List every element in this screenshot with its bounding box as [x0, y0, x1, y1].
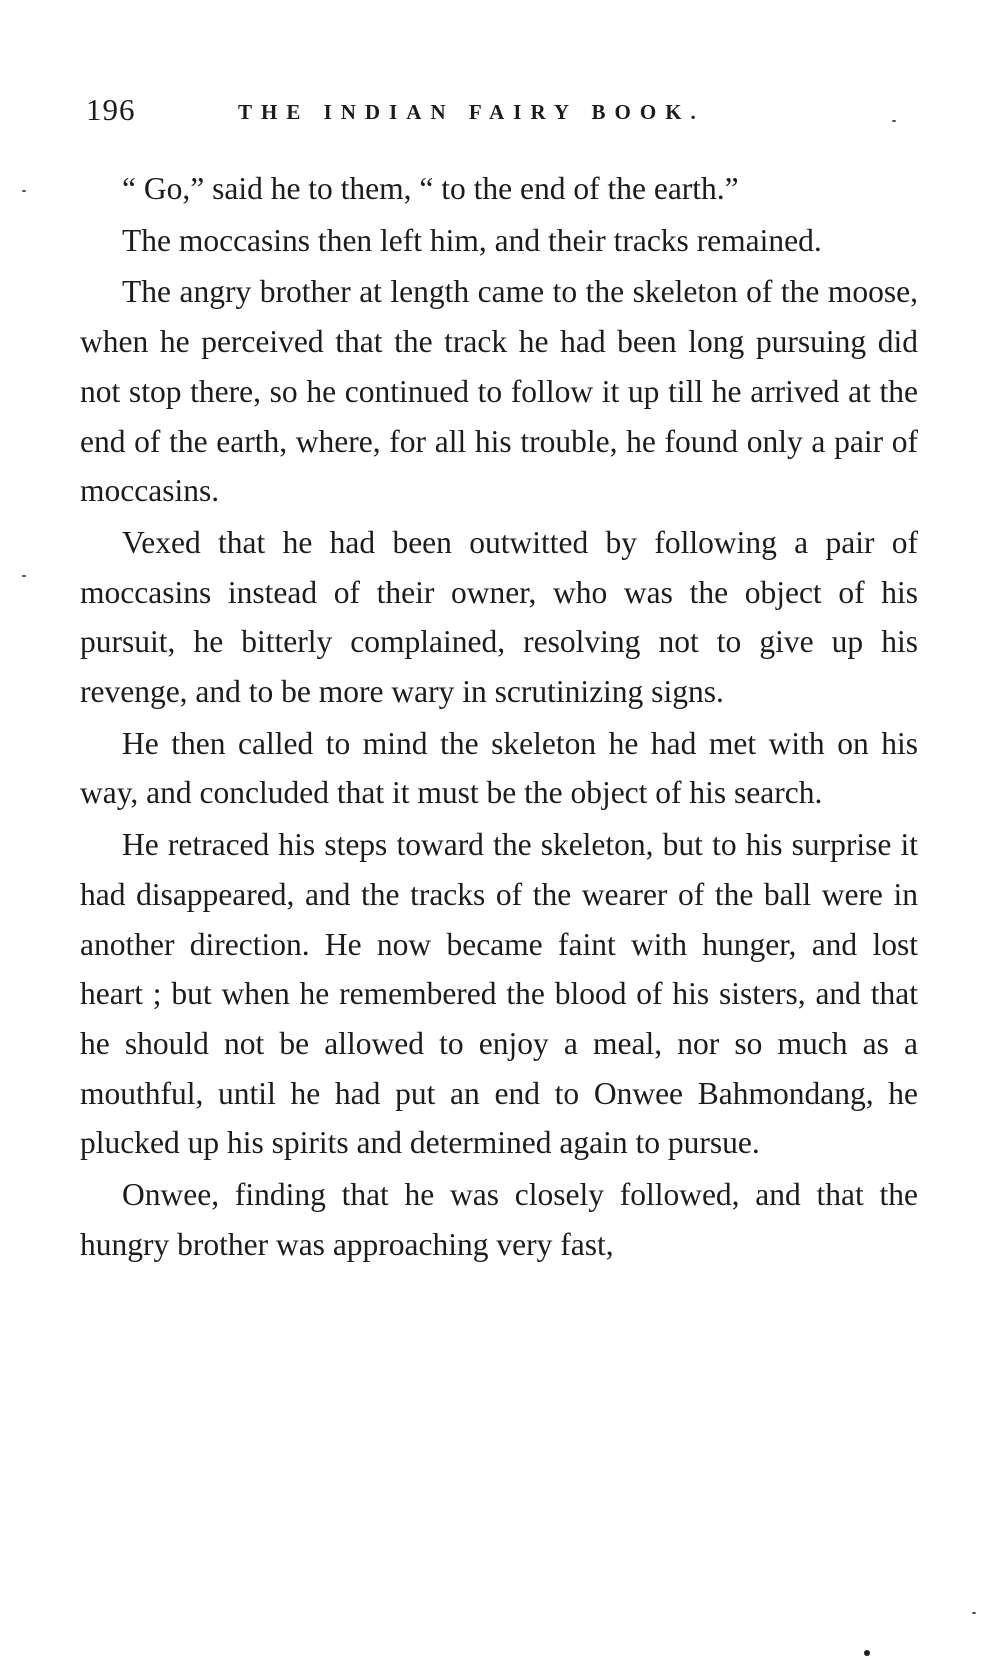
- paragraph-1: “ Go,” said he to them, “ to the end of the earth.”: [122, 171, 739, 206]
- print-speck: [892, 120, 896, 122]
- page-header: [86, 92, 926, 132]
- running-title: THE INDIAN FAIRY BOOK.: [238, 100, 705, 124]
- body-text: [80, 164, 918, 1271]
- print-speck: [22, 575, 26, 577]
- print-speck: [972, 1612, 976, 1614]
- paragraph-6: He retraced his steps toward the skeleton, but to his surprise it had disappeared, and the tracks of the wearer of the ball were in another direction. He now became faint with hunger, and lost heart ; but when he remembered the blood of his sisters, and that he should not be allowed to enjoy a meal, nor so much as a mouthful, until he had put an end to Onwee Bahmondang, he plucked up his spirits and determined again to pursue.: [80, 827, 918, 1161]
- print-speck: [22, 190, 26, 192]
- paragraph-2: The moccasins then left him, and their tracks remained.: [122, 222, 822, 258]
- print-speck: [864, 1650, 870, 1656]
- paragraph-5: He then called to mind the skeleton he had met with on his way, and concluded that it must be the object of his search.: [80, 725, 918, 811]
- paragraph-4: Vexed that he had been outwitted by following a pair of moccasins instead of their owner, who was the object of his pursuit, he bitterly complained, resolving not to give up his revenge, and to be more wary in scrutinizing signs.: [80, 524, 918, 710]
- paragraph-7: Onwee, finding that he was closely followed, and that the hungry brother was approaching very fast,: [80, 1177, 918, 1262]
- paragraph-3: The angry brother at length came to the skeleton of the moose, when he perceived that the track he had been long pursuing did not stop there, so he continued to follow it up till he arrived at the end of the earth, where, for all his trouble, he found only a pair of moccasins.: [80, 274, 918, 509]
- page-number: 196: [86, 92, 136, 127]
